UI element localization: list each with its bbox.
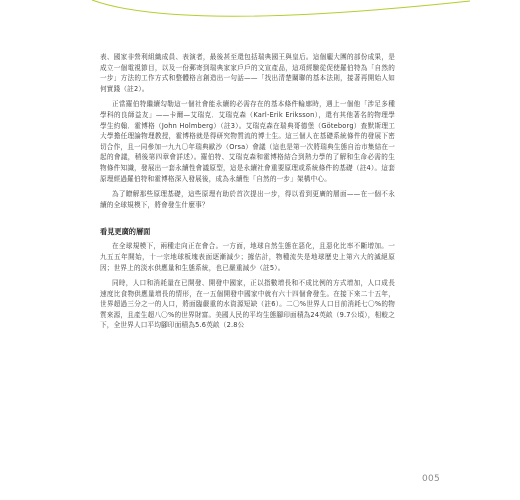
body-text (100, 52, 395, 336)
paragraph: 為了瞭解那些原理基礎，這些原理有助於首次提出一步，得以看到更廣的層面——在一個不永續的全球規模下，將會發生什麼事？ (100, 190, 395, 209)
decorative-green-curve (0, 0, 520, 40)
paragraph: 表、國家非營利組織成員、表演者，最後甚至還包括瑞典國王與皇后。這個龐大團的部份成果，是成立一個電視節目，以及一份郵寄到瑞典家家戶戶的文宣產品，這項經驗從促使羅伯特為「自然的一步」方法的工作方式和整體格言創造出一句話——「找出清楚關聯的基本法則，接著再開始人如何實踐（註2）。 (100, 53, 395, 93)
paragraph: 正當羅伯特繼續勾勒這一個社會能永續的必需存在的基本條件輪廓時，遇上一個他「涉足多種學科的良師益友」——卡爾—艾瑞克．艾瑞克森（Karl-Erik Eriksson），還有其他著名的物理學學生約翰．霍博格（John Holmberg）（註3）。艾瑞克森在瑞典哥德堡（Göteborg）查默斯理工大學擔任理論物理教授，霍博格就是得研究物質流的博士生。這三個人在基礎系統條件的發展下密切合作，且一同參加一九九〇年瑞典歐沙（Orsa）會議（這也是第一次將瑞典生態自治市集結在一起的會議，稍後第四章會詳述）。羅伯特、艾瑞克森和霍博格結合到熱力學的了解和生命必需的生物條件知識，發展出一套永續性會議原型，這是永續社會重要原理或系統條件的基礎（註4）。這套原理經過羅伯特和霍博格深入發展後，成為永續性「自然的一步」架構中心。 (100, 100, 395, 183)
page-number: 005 (422, 474, 441, 484)
paragraph: 在全球規模下，兩種走向正在會合。一方面，地球自然生態在惡化，且惡化比率不斷增加。一九五五年開始，十一宗地球板塊表面逐漸減少；據估計，物種流失是地球歷史上第六大的滅絕原因；世界上的淡水供應量和生態系統，也已嚴重減少（註5）。 (100, 242, 395, 272)
paragraph: 同時，人口和消耗量在已開發、開發中國家，正以指數增長和不成比例的方式增加，人口成長速度比食物供應量增長的情形，在一五個開發中國家中就有六十四個會發生。在接下來二十五年，世界超過三分之一的人口，將面臨嚴重的水資源短缺（註6）。二〇%世界人口目前消耗七〇%的物質來源，且產生超八〇%的世界財富。美國人民的平均生態腳印面積為24英畝（9.7公頃），相較之下，全世界人口平均腳印面積為5.6英畝（2.8公 (100, 279, 395, 330)
section-heading: 看見更廣的層面 (100, 227, 151, 237)
